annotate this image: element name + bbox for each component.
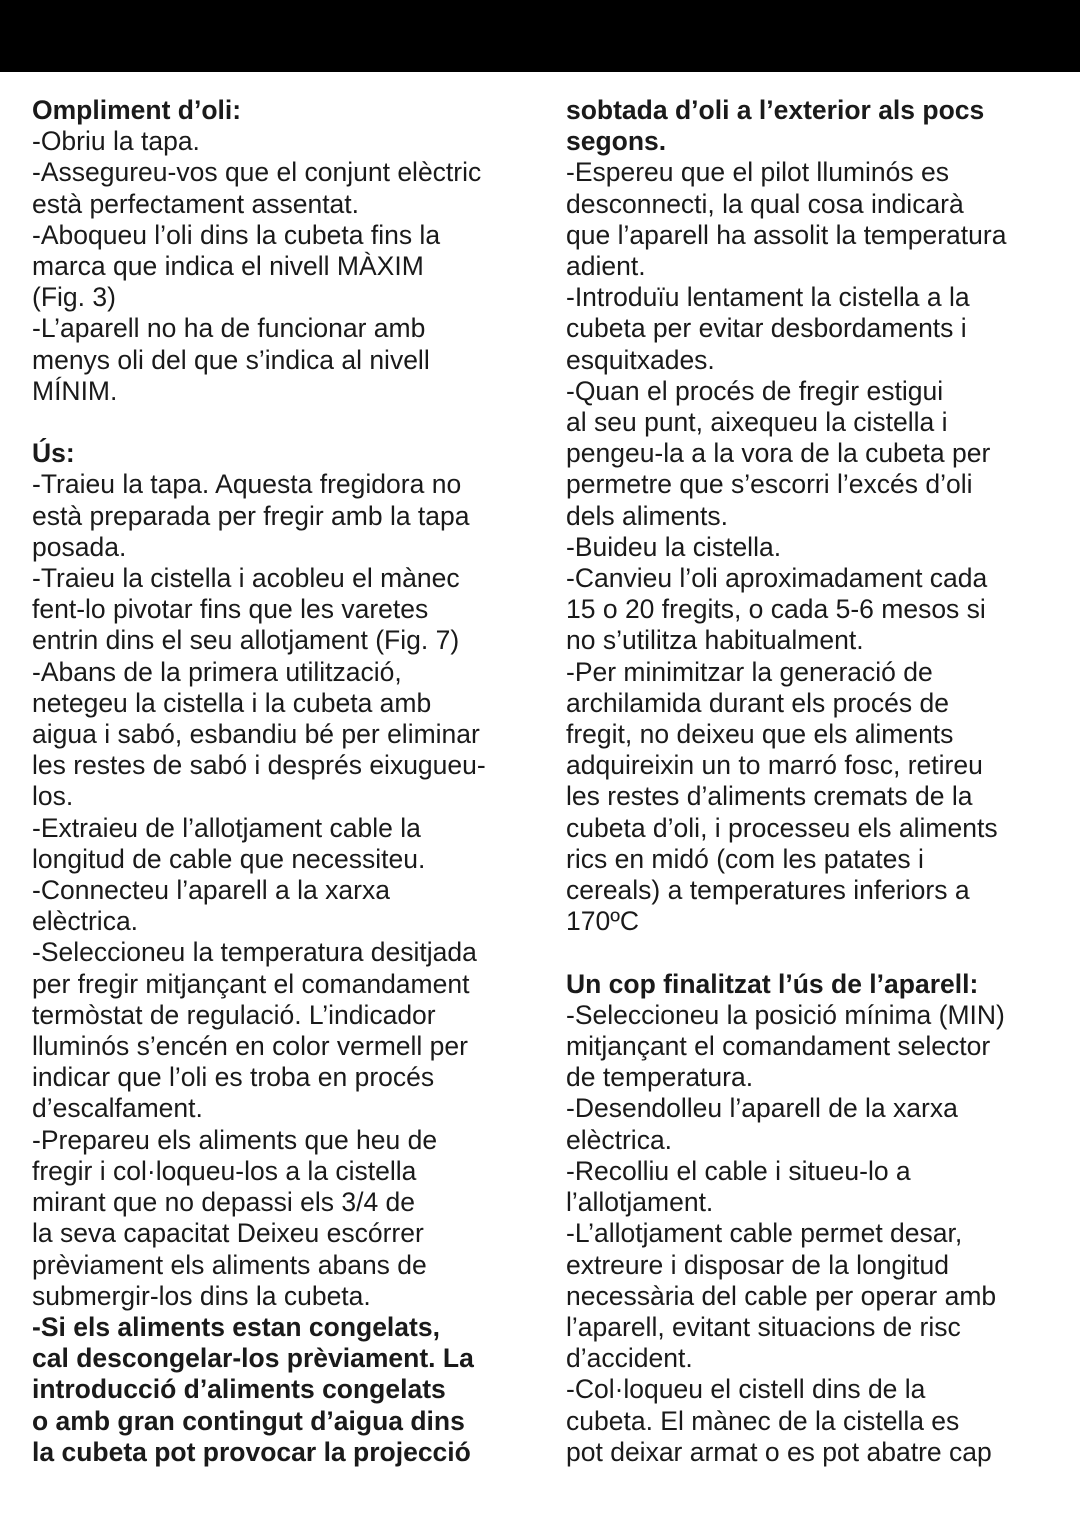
text-line: menys oli del que s’indica al nivell	[32, 344, 430, 375]
text-line: que l’aparell ha assolit la temperatura	[566, 219, 1007, 250]
bold-text-line: Ús:	[32, 438, 75, 469]
left-text-column	[32, 95, 532, 1468]
bold-text-line: introducció d’aliments congelats	[32, 1374, 446, 1405]
bold-text-line: -Si els aliments estan congelats,	[32, 1311, 440, 1342]
text-line: -Traieu la cistella i acobleu el mànec	[32, 563, 460, 594]
text-line: -Introduïu lentament la cistella a la	[566, 282, 970, 313]
text-line: -Seleccioneu la posició mínima (MIN)	[566, 999, 1005, 1030]
text-line: -Traieu la tapa. Aquesta fregidora no	[32, 469, 462, 500]
text-line: fregit, no deixeu que els aliments	[566, 719, 954, 750]
text-line: MÍNIM.	[32, 375, 118, 406]
text-line: fent-lo pivotar fins que les varetes	[32, 594, 429, 625]
text-line: pengeu-la a la vora de la cubeta per	[566, 438, 991, 469]
text-line: d’escalfament.	[32, 1093, 203, 1124]
text-line: los.	[32, 781, 74, 812]
text-line: -Seleccioneu la temperatura desitjada	[32, 937, 477, 968]
header-bar	[0, 0, 1080, 72]
text-line: necessària del cable per operar amb	[566, 1280, 997, 1311]
right-text-column	[566, 95, 1056, 1468]
paragraph-gap	[566, 937, 1056, 968]
text-line: termòstat de regulació. L’indicador	[32, 999, 436, 1030]
text-line: 170ºC	[566, 906, 640, 937]
text-line: -Aboqueu l’oli dins la cubeta fins la	[32, 219, 441, 250]
text-line: longitud de cable que necessiteu.	[32, 843, 426, 874]
text-line: lluminós s’encén en color vermell per	[32, 1031, 468, 1062]
text-line: d’accident.	[566, 1343, 693, 1374]
text-line: -Desendolleu l’aparell de la xarxa	[566, 1093, 958, 1124]
text-line: -L’allotjament cable permet desar,	[566, 1218, 963, 1249]
text-line: aigua i sabó, esbandiu bé per eliminar	[32, 719, 480, 750]
text-line: marca que indica el nivell MÀXIM	[32, 251, 424, 282]
text-line: està perfectament assentat.	[32, 188, 360, 219]
text-line: -Per minimitzar la generació de	[566, 656, 933, 687]
text-line: prèviament els aliments abans de	[32, 1249, 427, 1280]
bold-text-line: sobtada d’oli a l’exterior als pocs	[566, 95, 985, 125]
text-line: desconnecti, la qual cosa indicarà	[566, 188, 964, 219]
text-line: fregir i col·loqueu-los a la cistella	[32, 1155, 417, 1186]
text-line: -L’aparell no ha de funcionar amb	[32, 313, 426, 344]
text-line: -Connecteu l’aparell a la xarxa	[32, 875, 390, 906]
text-line: mirant que no depassi els 3/4 de	[32, 1187, 416, 1218]
text-line: netegeu la cistella i la cubeta amb	[32, 687, 432, 718]
text-line: adquireixin un to marró fosc, retireu	[566, 750, 983, 781]
text-line: l’aparell, evitant situacions de risc	[566, 1311, 961, 1342]
text-line: -Buideu la cistella.	[566, 531, 782, 562]
paragraph-gap	[32, 407, 532, 438]
text-line: no s’utilitza habitualment.	[566, 625, 864, 656]
text-line: cubeta. El mànec de la cistella es	[566, 1405, 960, 1436]
bold-text-line: cal descongelar-los prèviament. La	[32, 1343, 474, 1374]
text-line: indicar que l’oli es troba en procés	[32, 1062, 435, 1093]
text-line: elèctrica.	[32, 906, 139, 937]
bold-text-line: o amb gran contingut d’aigua dins	[32, 1405, 465, 1436]
text-line: archilamida durant els procés de	[566, 687, 949, 718]
text-line: per fregir mitjançant el comandament	[32, 968, 470, 999]
text-line: les restes de sabó i després eixugueu-	[32, 750, 486, 781]
text-line: 15 o 20 fregits, o cada 5-6 mesos si	[566, 594, 986, 625]
text-line: adient.	[566, 251, 646, 282]
text-line: dels aliments.	[566, 500, 729, 531]
text-line: cubeta per evitar desbordaments i	[566, 313, 967, 344]
text-line: elèctrica.	[566, 1124, 673, 1155]
text-line: (Fig. 3)	[32, 282, 116, 313]
text-line: -Assegureu-vos que el conjunt elèctric	[32, 157, 482, 188]
text-line: submergir-los dins la cubeta.	[32, 1280, 371, 1311]
text-line: -Col·loqueu el cistell dins de la	[566, 1374, 926, 1405]
text-line: -Abans de la primera utilització,	[32, 656, 402, 687]
text-line: -Espereu que el pilot lluminós es	[566, 157, 949, 188]
text-line: -Canvieu l’oli aproximadament cada	[566, 563, 988, 594]
text-line: mitjançant el comandament selector	[566, 1031, 991, 1062]
bold-text-line: segons.	[566, 126, 667, 157]
bold-text-line: Ompliment d’oli:	[32, 95, 242, 125]
text-line: -Quan el procés de fregir estigui	[566, 375, 944, 406]
text-line: cubeta d’oli, i processeu els aliments	[566, 812, 998, 843]
text-line: al seu punt, aixequeu la cistella i	[566, 407, 948, 438]
text-line: permetre que s’escorri l’excés d’oli	[566, 469, 973, 500]
text-line: -Extraieu de l’allotjament cable la	[32, 812, 421, 843]
text-line: rics en midó (com les patates i	[566, 843, 924, 874]
text-line: està preparada per fregir amb la tapa	[32, 500, 470, 531]
text-line: posada.	[32, 531, 127, 562]
text-line: -Prepareu els aliments que heu de	[32, 1124, 438, 1155]
text-line: esquitxades.	[566, 344, 715, 375]
text-line: entrin dins el seu allotjament (Fig. 7)	[32, 625, 460, 656]
text-line: -Recolliu el cable i situeu-lo a	[566, 1155, 911, 1186]
text-line: la seva capacitat Deixeu escórrer	[32, 1218, 424, 1249]
text-line: les restes d’aliments cremats de la	[566, 781, 973, 812]
text-line: de temperatura.	[566, 1062, 754, 1093]
bold-text-line: Un cop finalitzat l’ús de l’aparell:	[566, 968, 979, 999]
text-line: l’allotjament.	[566, 1187, 714, 1218]
bold-text-line: la cubeta pot provocar la projecció	[32, 1436, 471, 1467]
text-line: cereals) a temperatures inferiors a	[566, 875, 970, 906]
text-line: extreure i disposar de la longitud	[566, 1249, 950, 1280]
text-line: pot deixar armat o es pot abatre cap	[566, 1436, 992, 1467]
text-line: -Obriu la tapa.	[32, 126, 200, 157]
